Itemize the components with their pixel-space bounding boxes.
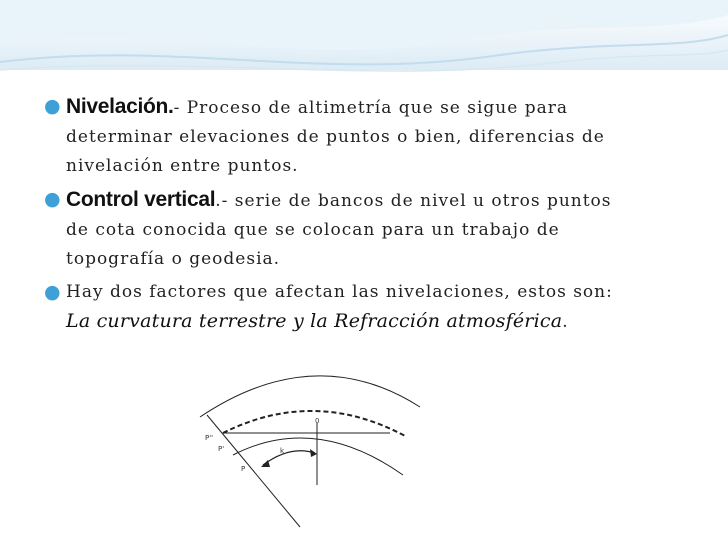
text-line: nivelación entre puntos. [66,156,299,176]
arrow-head-right [310,449,317,457]
inner-arc [233,438,403,475]
definition-text: - Proceso de altimetría que se sigue para [173,98,568,118]
italic-suffix: . [562,312,569,332]
label-p-prime: P' [218,445,225,453]
term-label: Nivelación. [66,95,174,118]
text-line: de cota conocida que se colocan para un trabajo de [66,220,560,240]
text-line: determinar elevaciones de puntos o bien, diferencias de [66,127,605,147]
bullet-item-control-vertical [44,185,684,274]
label-o: 0 [315,417,320,425]
text-line [66,92,684,123]
header-banner [0,0,728,80]
slant-line [207,415,300,527]
arrow-arc [263,451,315,465]
label-k: k [280,447,285,455]
bullet-list [44,92,684,341]
bullet-icon: ● [44,188,61,210]
bullet-item-factores [44,278,684,337]
label-p: P [241,465,246,473]
factors-italic: La curvatura terrestre y la Refracción atmosférica [66,310,563,332]
curvature-diagram [185,365,435,540]
text-line [66,307,684,337]
definition-text: .- serie de bancos de nivel u otros puntos [215,191,612,211]
term-label: Control vertical [66,188,216,211]
text-line: topografía o geodesia. [66,249,281,269]
text-line [66,185,684,216]
bullet-icon: ● [44,95,61,117]
bullet-item-nivelacion [44,92,684,181]
bullet-icon: ● [44,281,61,303]
text-line: Hay dos factores que afectan las nivelaciones, estos son: [66,282,613,302]
label-p-double-prime: P'' [205,434,214,442]
